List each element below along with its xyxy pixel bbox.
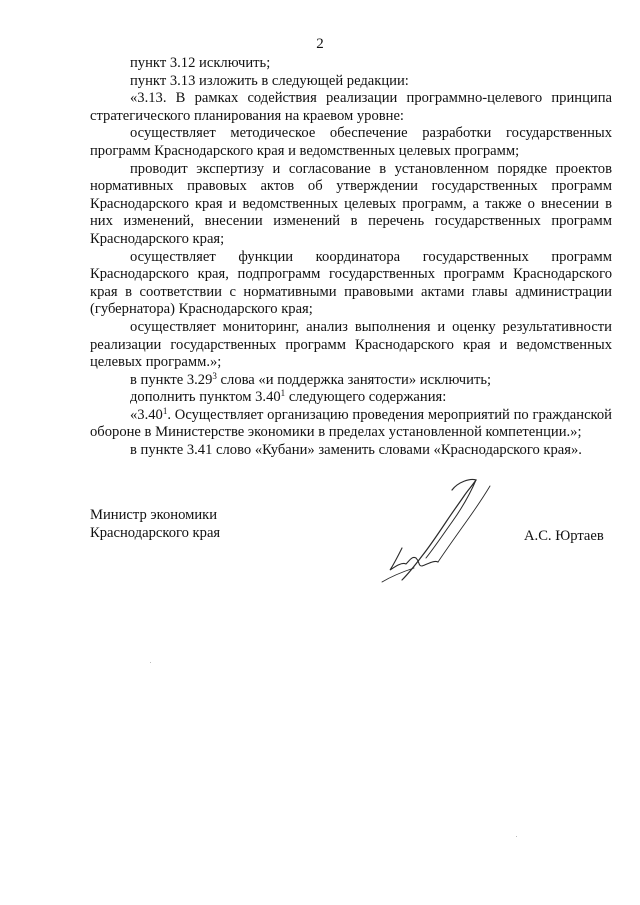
paragraph-11	[90, 442, 612, 460]
paragraph-text: в пункте 3.29	[130, 371, 213, 388]
paragraph-text: следующего содержания:	[285, 389, 447, 406]
paragraph-text: «3.13. В рамках содействия реализации программно-целевого принципа стратегического планирования на краевом уровне:	[90, 90, 612, 124]
signatory-name: А.С. Юртаев	[524, 528, 604, 544]
superscript: 1	[280, 388, 286, 399]
paragraph-9	[90, 389, 612, 407]
paragraph-text: пункт 3.12 исключить;	[130, 55, 271, 71]
paragraph-text: осуществляет методическое обеспечение разработки государственных программ Краснодарского края и ведомственных целевых программ;	[90, 125, 612, 159]
paragraph-6	[90, 249, 612, 319]
paragraph-7	[90, 319, 612, 372]
paragraph-text: проводит экспертизу и согласование в установленном порядке проектов нормативных правовых актов об утверждении государственных программ Краснодарского края и ведомственных целевых программ, а также о внесении в них изменений, внесении изменений в перечень государственных программ Краснодарского края;	[90, 160, 612, 247]
paragraph-text: пункт 3.13 изложить в следующей редакции:	[130, 72, 409, 89]
paragraph-10	[90, 407, 612, 442]
signatory-title	[90, 506, 220, 542]
paragraph-text: в пункте 3.41 слово «Кубани» заменить словами «Краснодарского края».	[130, 442, 582, 459]
page-number: 2	[316, 36, 324, 52]
paragraph-text: осуществляет мониторинг, анализ выполнения и оценку результативности реализации государственных программ Краснодарского края и ведомственных целевых программ.»;	[90, 318, 612, 371]
paragraph-4	[90, 125, 612, 160]
paragraph-2	[90, 73, 612, 91]
superscript: 1	[162, 405, 168, 416]
document-body	[90, 55, 612, 460]
signatory-title-line-2: Краснодарского края	[90, 525, 221, 541]
paragraph-text: дополнить пунктом 3.40	[130, 389, 281, 406]
paragraph-1	[90, 55, 612, 73]
scan-speck	[516, 836, 517, 837]
paragraph-text: . Осуществляет организацию проведения мероприятий по гражданской обороне в Министерстве экономики в пределах установленной компетенции.»;	[90, 406, 612, 441]
paragraph-5	[90, 161, 612, 249]
signatory-title-line-1: Министр экономики	[90, 507, 218, 523]
superscript: 3	[212, 370, 217, 381]
paragraph-8	[90, 372, 612, 390]
scan-speck	[150, 662, 151, 663]
paragraph-text: осуществляет функции координатора государственных программ Краснодарского края, подпрограмм государственных программ Краснодарского края в соответствии с нормативными правовыми актами главы администрации (губернатора) Краснодарского края;	[90, 248, 612, 318]
handwritten-signature	[372, 476, 512, 588]
paragraph-text: слова «и поддержка занятости» исключить;	[216, 371, 492, 388]
paragraph-3	[90, 90, 612, 125]
paragraph-text: «3.40	[130, 406, 163, 423]
